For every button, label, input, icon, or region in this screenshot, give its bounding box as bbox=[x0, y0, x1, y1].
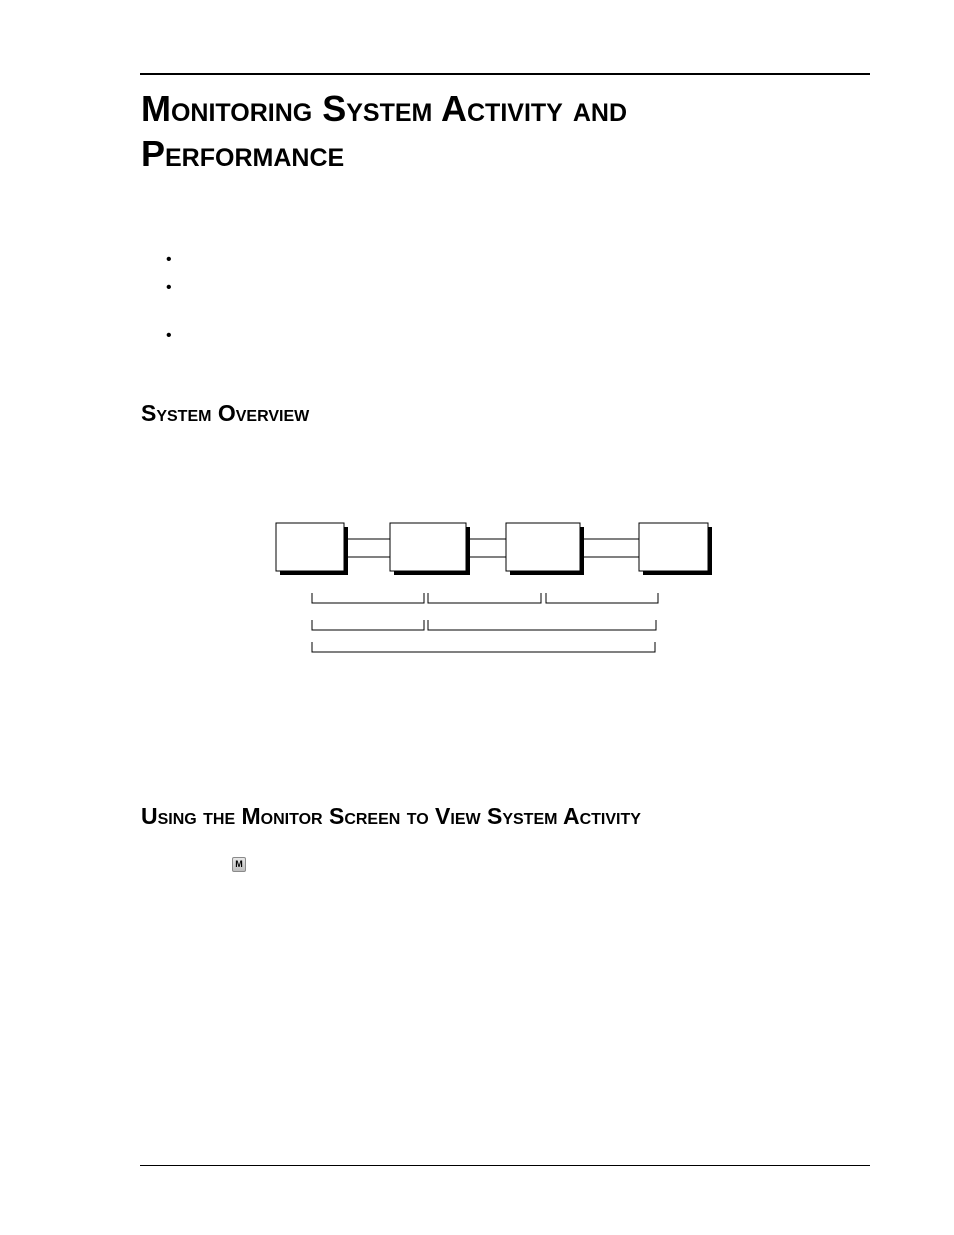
monitor-m-icon[interactable]: M bbox=[232, 857, 246, 872]
page-title-line2: Performance bbox=[141, 133, 345, 174]
box-3 bbox=[506, 523, 580, 571]
bullet-3: • bbox=[166, 327, 172, 344]
connector-1-2 bbox=[348, 539, 390, 557]
header-rule bbox=[140, 73, 870, 75]
box-1 bbox=[276, 523, 344, 571]
bracket-row1-a bbox=[312, 593, 424, 603]
box-4 bbox=[639, 523, 708, 571]
bracket-row1-b bbox=[428, 593, 541, 603]
section-heading-monitor-screen: Using the Monitor Screen to View System Activity bbox=[141, 803, 641, 829]
bracket-row2-a bbox=[312, 620, 424, 630]
footer-rule bbox=[140, 1165, 870, 1166]
bracket-row3 bbox=[312, 642, 655, 652]
bullet-1: • bbox=[166, 251, 172, 268]
bracket-row1-c bbox=[546, 593, 658, 603]
bullet-2: • bbox=[166, 279, 172, 296]
section-heading-system-overview: System Overview bbox=[141, 400, 310, 426]
page-title-line1: Monitoring System Activity and bbox=[141, 88, 627, 129]
bracket-row2-b bbox=[428, 620, 656, 630]
connector-3-4 bbox=[584, 539, 639, 557]
connector-2-3 bbox=[470, 539, 506, 557]
box-2 bbox=[390, 523, 466, 571]
page-title bbox=[141, 86, 841, 176]
system-overview-diagram bbox=[270, 515, 720, 665]
